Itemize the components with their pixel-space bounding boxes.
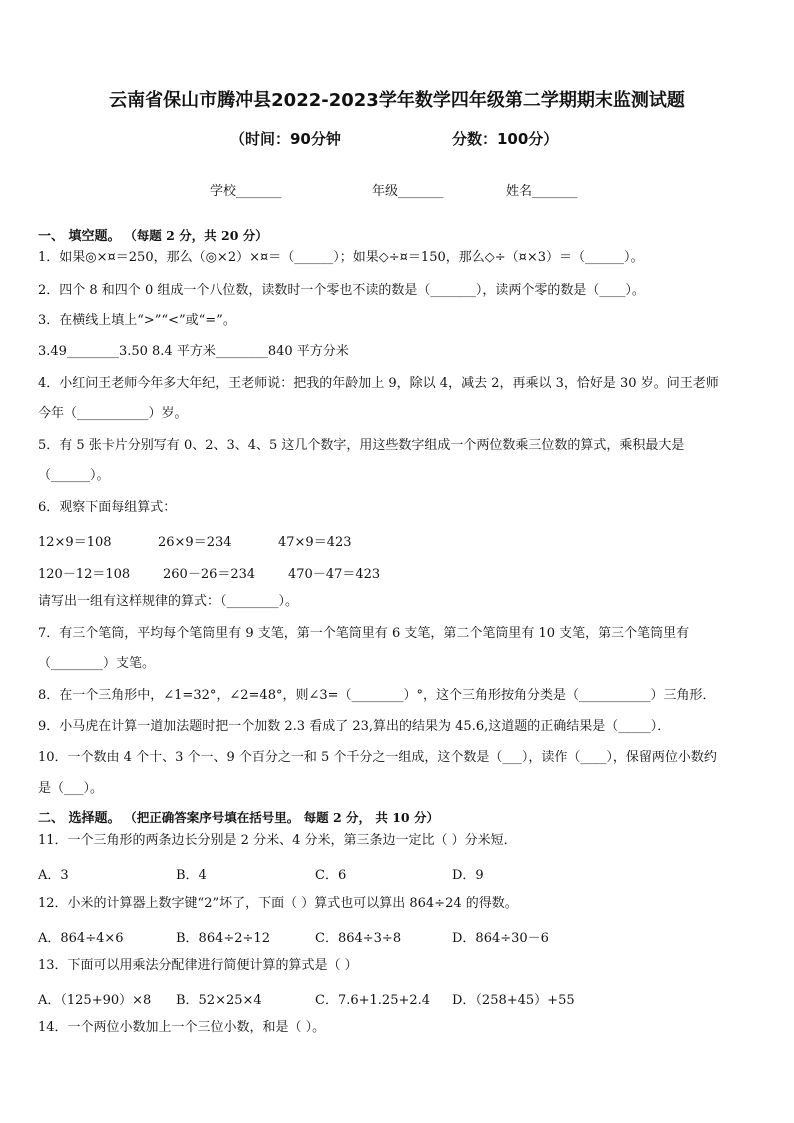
question-1: 1．如果◎×¤＝250，那么（◎×2）×¤＝（______）；如果◇÷¤＝150，那么◇÷（¤×3）＝（______）。 [38, 250, 644, 265]
question-13: 13．下面可以用乘法分配律进行简便计算的算式是（ ） [38, 958, 358, 973]
q11-option-d: D．9 [452, 868, 484, 883]
q6-eq-3: 47×9＝423 [278, 535, 352, 550]
q6-eq-2: 26×9＝234 [158, 535, 232, 550]
q13-option-b: B．52×25×4 [176, 993, 262, 1008]
q13-option-a: A．（125+90）×8 [38, 993, 152, 1008]
section-2-note: （把正确答案序号填在括号里。 每题 2 分， 共 10 分） [130, 810, 439, 825]
q13-option-c: C．7.6+1.25+2.4 [315, 993, 431, 1008]
question-10-line-1: 10．一个数由 4 个十、3 个一、9 个百分之一和 5 个千分之一组成，这个数是（___），读作（____），保留两位小数约 [38, 750, 717, 765]
section-2-heading [38, 807, 439, 826]
exam-title: 云南省保山市腾冲县2022-2023学年数学四年级第二学期期末监测试题 [109, 90, 685, 111]
q12-option-c: C．864÷3÷8 [315, 931, 402, 946]
q12-option-b: B．864÷2÷12 [176, 931, 270, 946]
q12-option-a: A．864÷4×6 [38, 931, 124, 946]
section-1-title: 一、 填空题。 [38, 229, 121, 244]
question-14: 14．一个两位小数加上一个三位小数，和是（ ）。 [38, 1020, 326, 1035]
question-10-line-2: 是（___）。 [38, 781, 104, 796]
grade-field: 年级_______ [372, 184, 444, 199]
section-1-note: （每题 2 分，共 20 分） [130, 228, 268, 243]
name-field: 姓名_______ [506, 184, 578, 199]
question-5-line-2: （______）。 [38, 468, 110, 483]
school-field: 学校_______ [210, 184, 282, 199]
question-7-line-2: （________）支笔。 [38, 656, 156, 671]
question-3: 3．在横线上填上“>”“<”或“=”。 [38, 313, 236, 328]
q6-eq-1: 12×9＝108 [38, 535, 112, 550]
question-9: 9．小马虎在计算一道加法题时把一个加数 2.3 看成了 23,算出的结果为 45.6,这道题的正确结果是（_____）． [38, 719, 671, 734]
question-4-line-1: 4．小红问王老师今年多大年纪，王老师说：把我的年龄加上 9，除以 4，减去 2，再乘以 3，恰好是 30 岁。问王老师 [38, 376, 719, 391]
q12-option-d: D．864÷30－6 [452, 931, 549, 946]
question-2: 2．四个 8 和四个 0 组成一个八位数，读数时一个零也不读的数是（_______），读两个零的数是（____）。 [38, 283, 645, 298]
q6-eq-5: 260－26＝234 [163, 567, 256, 582]
question-6-ask: 请写出一组有这样规律的算式：（________）。 [38, 594, 299, 609]
question-11: 11．一个三角形的两条边长分别是 2 分米、4 分米，第三条边一定比（ ）分米短． [38, 833, 517, 848]
q11-option-a: A．3 [38, 868, 69, 883]
q11-option-c: C．6 [315, 868, 347, 883]
question-3-items: 3.49________3.50 8.4 平方米________840 平方分米 [38, 344, 349, 359]
q6-eq-6: 470－47＝423 [288, 567, 381, 582]
section-1-heading [38, 225, 268, 244]
q6-eq-4: 120－12＝108 [38, 567, 131, 582]
question-7-line-1: 7．有三个笔筒，平均每个笔筒里有 9 支笔，第一个笔筒里有 6 支笔，第二个笔筒里有 10 支笔，第三个笔筒里有 [38, 626, 690, 641]
q11-option-b: B．4 [176, 868, 207, 883]
section-2-title: 二、 选择题。 [38, 811, 121, 826]
question-6: 6．观察下面每组算式： [38, 500, 177, 515]
score-label: 分数：100分） [452, 130, 559, 148]
question-12: 12．小米的计算器上数字键“2”坏了，下面（ ）算式也可以算出 864÷24 的得数。 [38, 896, 518, 911]
question-5-line-1: 5．有 5 张卡片分别写有 0、2、3、4、5 这几个数字，用这些数字组成一个两位数乘三位数的算式，乘积最大是 [38, 438, 685, 453]
time-label: （时间：90分钟 [230, 130, 341, 148]
question-4-line-2: 今年（___________）岁。 [38, 406, 188, 421]
question-8: 8．在一个三角形中，∠1=32°，∠2=48°，则∠3=（________）°，这个三角形按角分类是（___________）三角形． [38, 688, 716, 703]
q13-option-d: D．（258+45）+55 [452, 993, 575, 1008]
